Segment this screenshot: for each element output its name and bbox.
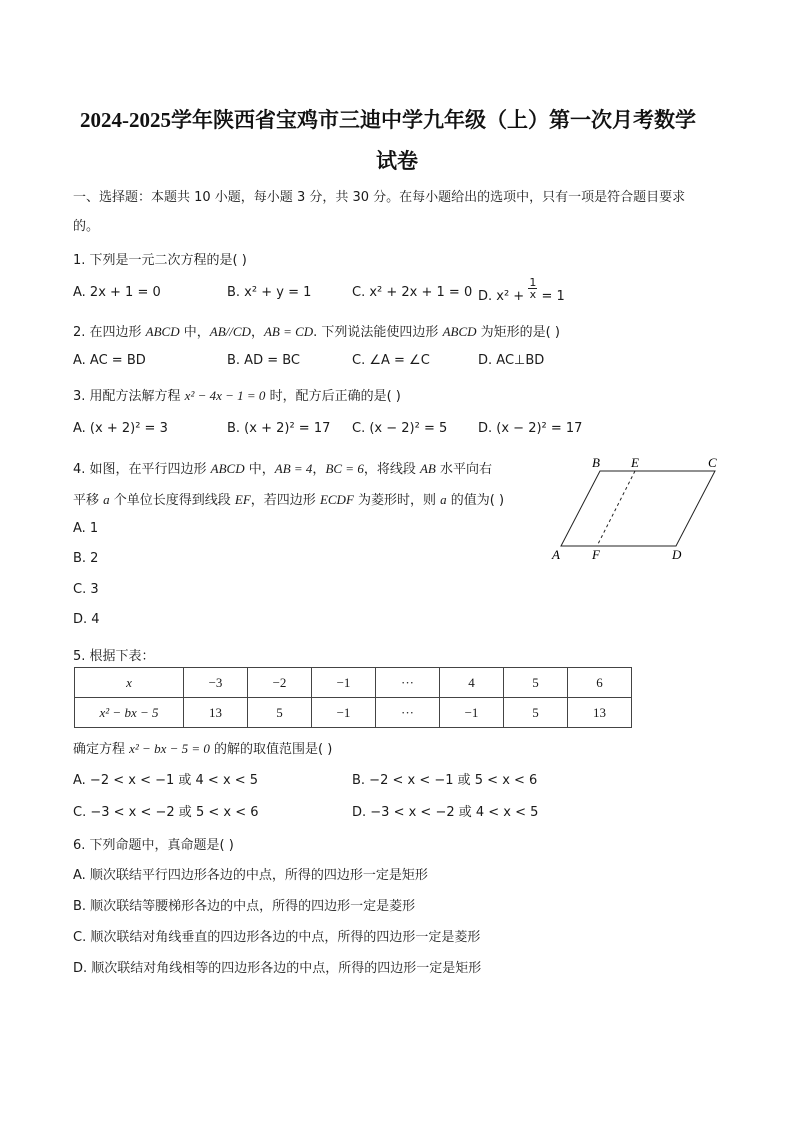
page-title-continued: 试卷 [376, 149, 418, 173]
q4-text: ， [312, 462, 326, 477]
table-cell: −2 [248, 668, 312, 698]
segment-ef [597, 471, 635, 546]
question-4-option-d[interactable]: D. 4 [73, 612, 100, 627]
table-cell: −1 [440, 698, 504, 728]
question-6-stem: 6. 下列命题中，真命题是( ) [73, 838, 234, 853]
q4-text: 的值为( ) [446, 493, 505, 508]
section-heading-continued: 的。 [73, 219, 100, 234]
q5-text: 确定方程 [73, 742, 130, 757]
table-cell: 13 [184, 698, 248, 728]
page-title: 2024-2025学年陕西省宝鸡市三迪中学九年级（上）第一次月考数学 [80, 108, 696, 132]
question-2-option-b[interactable]: B. AD = BC [227, 353, 301, 368]
question-1-option-d-tail: = 1 [537, 289, 565, 304]
q3-math-equation: x² − 4x − 1 = 0 [184, 388, 266, 403]
q2-math-abcd-2: ABCD [442, 324, 477, 339]
q2-text-e: ， [250, 325, 264, 340]
q2-text-a: 2. 在四边形 [73, 325, 146, 340]
table-cell: 5 [504, 668, 568, 698]
table-cell: 6 [568, 668, 632, 698]
q4-math: AB [419, 461, 436, 476]
question-2-option-d[interactable]: D. AC⊥BD [478, 353, 545, 368]
question-4-stem-line2 [73, 489, 504, 508]
q3-text-c: 时，配方后正确的是( ) [265, 389, 401, 404]
q4-math: ABCD [210, 461, 245, 476]
question-4-stem-line1 [73, 458, 492, 477]
q5-math: x² − bx − 5 = 0 [129, 741, 210, 756]
q3-text-a: 3. 用配方法解方程 [73, 389, 185, 404]
parallelogram-figure [548, 452, 728, 564]
section-heading: 一、选择题：本题共 10 小题，每小题 3 分，共 30 分。在每小题给出的选项中，只有一项是符合题目要求 [73, 190, 686, 205]
question-6-option-b[interactable]: B. 顺次联结等腰梯形各边的中点，所得的四边形一定是菱形 [73, 899, 416, 914]
q2-text-c: 中， [179, 325, 210, 340]
table-header-cell: x [75, 668, 184, 698]
question-1-stem: 1. 下列是一元二次方程的是( ) [73, 253, 247, 268]
q2-math-parallel: AB//CD [209, 324, 251, 339]
q2-math-equal: AB = CD [263, 324, 314, 339]
q4-text: ，将线段 [363, 462, 420, 477]
question-4-option-b[interactable]: B. 2 [73, 551, 99, 566]
q4-math: a [103, 492, 110, 507]
table-cell: 4 [440, 668, 504, 698]
q2-text-i: 为矩形的是( ) [476, 325, 560, 340]
question-3-option-a[interactable]: A. (x + 2)² = 3 [73, 421, 168, 436]
question-2-option-c[interactable]: C. ∠A = ∠C [352, 353, 430, 368]
q4-math: BC = 6 [325, 461, 364, 476]
q4-text: 个单位长度得到线段 [109, 493, 235, 508]
question-1-option-b[interactable]: B. x² + y = 1 [227, 285, 312, 300]
label-b: B [592, 455, 600, 470]
q2-text-g: . 下列说法能使四边形 [313, 325, 443, 340]
question-5-prompt [73, 738, 332, 757]
question-3-option-d[interactable]: D. (x − 2)² = 17 [478, 421, 583, 436]
table-cell: 5 [248, 698, 312, 728]
table-cell: −1 [312, 668, 376, 698]
q4-text: 水平向右 [435, 462, 492, 477]
label-a: A [552, 547, 560, 562]
label-f: F [592, 547, 600, 562]
fraction [528, 277, 537, 300]
label-e: E [631, 455, 639, 470]
table-cell: ··· [376, 698, 440, 728]
q4-text: 4. 如图，在平行四边形 [73, 462, 211, 477]
question-6-option-c[interactable]: C. 顺次联结对角线垂直的四边形各边的中点，所得的四边形一定是菱形 [73, 930, 481, 945]
q4-math: ECDF [319, 492, 354, 507]
q4-text: ，若四边形 [250, 493, 320, 508]
fraction-numerator: 1 [529, 276, 537, 289]
question-1-option-c[interactable]: C. x² + 2x + 1 = 0 [352, 285, 473, 300]
q5-text: 的解的取值范围是( ) [209, 742, 333, 757]
question-4-option-a[interactable]: A. 1 [73, 521, 99, 536]
value-table [74, 667, 632, 728]
question-1-option-a[interactable]: A. 2x + 1 = 0 [73, 285, 161, 300]
question-1-option-d-head: D. x² + [478, 289, 529, 304]
parallelogram-abcd [561, 471, 715, 546]
q4-text: 中， [244, 462, 275, 477]
table-cell: 13 [568, 698, 632, 728]
question-2-stem [73, 321, 560, 340]
question-6-option-a[interactable]: A. 顺次联结平行四边形各边的中点，所得的四边形一定是矩形 [73, 868, 428, 883]
question-3-option-c[interactable]: C. (x − 2)² = 5 [352, 421, 448, 436]
label-c: C [708, 455, 717, 470]
question-4-option-c[interactable]: C. 3 [73, 582, 99, 597]
question-2-option-a[interactable]: A. AC = BD [73, 353, 146, 368]
q4-text: 为菱形时，则 [353, 493, 441, 508]
question-5-option-d[interactable]: D. −3 < x < −2 或 4 < x < 5 [352, 805, 539, 820]
question-5-option-a[interactable]: A. −2 < x < −1 或 4 < x < 5 [73, 773, 259, 788]
table-row [75, 668, 632, 698]
label-d: D [672, 547, 682, 562]
question-5-stem: 5. 根据下表： [73, 649, 155, 664]
question-5-option-b[interactable]: B. −2 < x < −1 或 5 < x < 6 [352, 773, 538, 788]
question-1-option-d[interactable] [478, 276, 565, 304]
question-3-option-b[interactable]: B. (x + 2)² = 17 [227, 421, 331, 436]
question-3-stem [73, 385, 401, 404]
q4-math: AB = 4 [274, 461, 313, 476]
q2-math-abcd: ABCD [145, 324, 180, 339]
table-row [75, 698, 632, 728]
question-6-option-d[interactable]: D. 顺次联结对角线相等的四边形各边的中点，所得的四边形一定是矩形 [73, 961, 482, 976]
q4-math: a [440, 492, 447, 507]
table-cell: 5 [504, 698, 568, 728]
table-cell: −3 [184, 668, 248, 698]
q4-text: 平移 [73, 493, 104, 508]
table-header-cell: x² − bx − 5 [75, 698, 184, 728]
table-cell: ··· [376, 668, 440, 698]
question-5-option-c[interactable]: C. −3 < x < −2 或 5 < x < 6 [73, 805, 259, 820]
q4-math: EF [234, 492, 251, 507]
table-cell: −1 [312, 698, 376, 728]
fraction-denominator: x [529, 288, 537, 301]
